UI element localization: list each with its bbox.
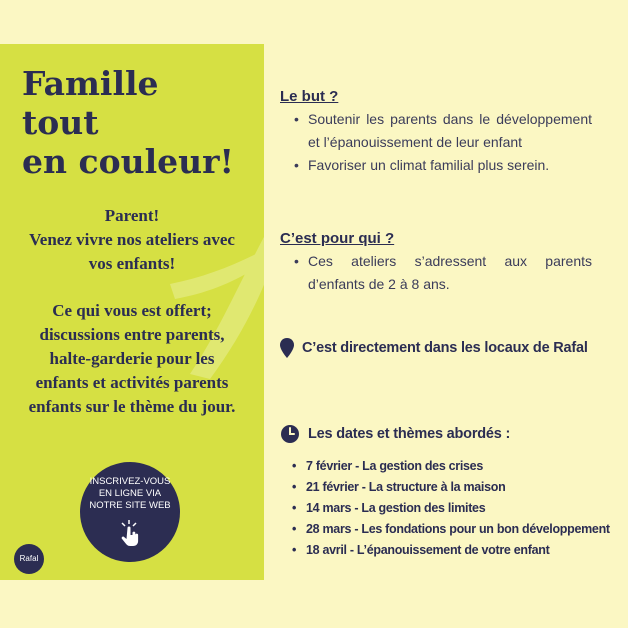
offer-line: enfants sur le thème du jour.: [28, 397, 236, 416]
dates-list: [292, 456, 610, 561]
date-item: • 18 avril - L’épanouissement de votre enfant: [292, 540, 610, 561]
register-online-button[interactable]: [80, 462, 180, 562]
offer-line: Ce qui vous est offert;: [52, 301, 212, 320]
offer-text: [0, 299, 264, 419]
dates-header: [280, 424, 510, 444]
date-item: • 14 mars - La gestion des limites: [292, 498, 610, 519]
location-row: [280, 338, 588, 358]
intro-line: Venez vivre nos ateliers avec: [29, 230, 235, 249]
cta-line: EN LIGNE VIA: [98, 488, 162, 499]
list-item: • Ces ateliers s’adressent aux parents d’enfants de 2 à 8 ans.: [294, 250, 592, 296]
list-item: • Soutenir les parents dans le développement et l’épanouissement de leur enfant: [294, 108, 592, 154]
cta-line: NOTRE SITE WEB: [89, 500, 171, 511]
offer-line: halte-garderie pour les: [49, 349, 215, 368]
offer-line: discussions entre parents,: [39, 325, 225, 344]
cta-line: INSCRIVEZ-VOUS: [89, 476, 171, 487]
audience-title: C’est pour qui ?: [280, 230, 395, 247]
list-item: • Favoriser un climat familial plus serein.: [294, 154, 592, 177]
clock-icon: [280, 424, 300, 444]
audience-list: [294, 250, 592, 296]
location-pin-icon: [280, 338, 294, 358]
dates-title: Les dates et thèmes abordés :: [308, 426, 511, 442]
rafal-logo: Rafal: [14, 544, 44, 574]
intro-line: vos enfants!: [88, 254, 176, 273]
flyer-right-content: [280, 0, 620, 628]
intro-line: Parent!: [104, 206, 160, 225]
goal-list: [294, 108, 592, 177]
flyer-left-panel: [0, 44, 264, 580]
headline-line: en couleur!: [22, 142, 234, 181]
goal-title: Le but ?: [280, 88, 339, 105]
location-text: C’est directement dans les locaux de Rafal: [302, 340, 588, 356]
offer-line: enfants et activités parents: [35, 373, 229, 392]
intro-text: [0, 204, 264, 276]
headline: [22, 64, 234, 181]
headline-line: tout: [22, 103, 99, 142]
headline-line: Famille: [22, 64, 159, 103]
date-item: • 28 mars - Les fondations pour un bon développement: [292, 519, 610, 540]
date-item: • 7 février - La gestion des crises: [292, 456, 610, 477]
date-item: • 21 février - La structure à la maison: [292, 477, 610, 498]
pointer-hand-icon: [120, 520, 142, 546]
